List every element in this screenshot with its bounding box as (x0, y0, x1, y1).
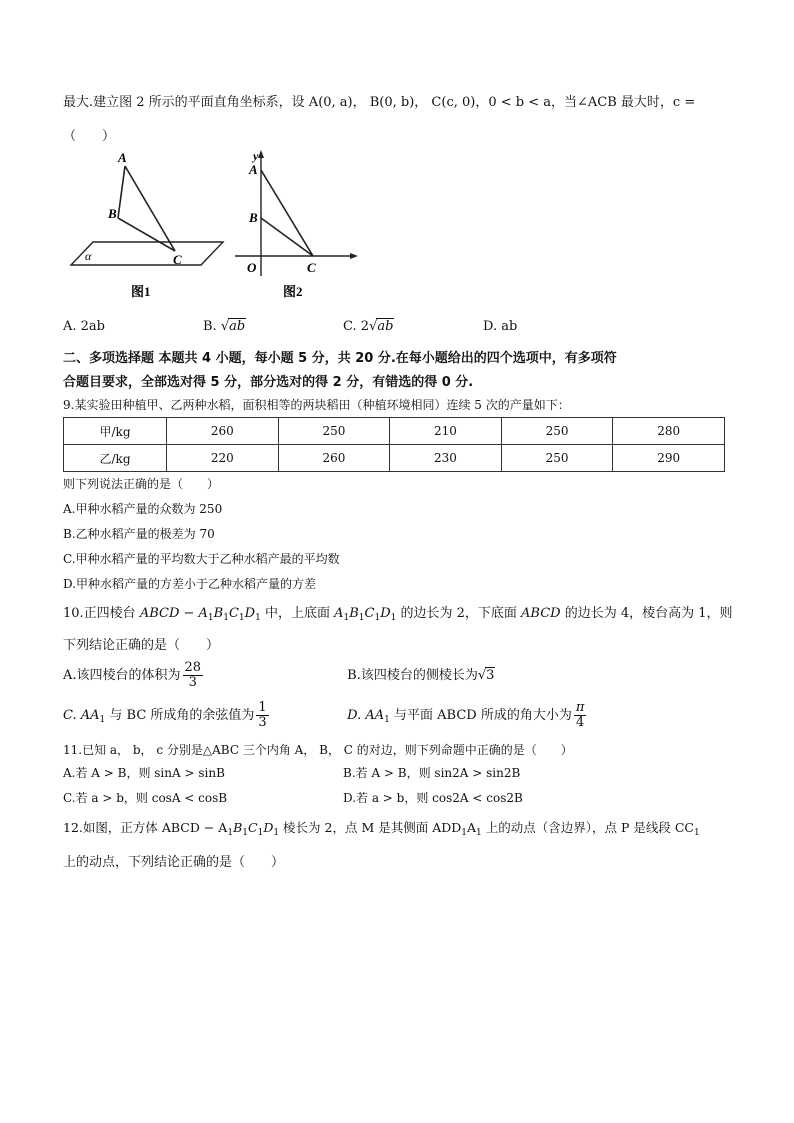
section2-heading-line1: 二、多项选择题 本题共 4 小题，每小题 5 分，共 20 分.在每小题给出的四个选项中，有多项符 (63, 351, 617, 366)
fig2-label-A: A (249, 162, 258, 177)
table-cell: 280 (613, 418, 725, 445)
table-cell: 230 (390, 445, 502, 472)
fig2-caption: 图2 (283, 284, 303, 299)
table-cell: 250 (278, 418, 390, 445)
q10-option-a: A.该四棱台的体积为 $\frac{28}{3}$ (63, 660, 202, 690)
q9-stem: 9.某实验田种植甲、乙两种水稻，面积相等的两块稻田（种植环境相同）连续 5 次的产量如下： (63, 398, 570, 412)
q8-options (63, 316, 731, 338)
q8-option-c: C. 2√ab (343, 319, 394, 334)
fig1-caption: 图1 (131, 284, 151, 299)
figure-2 (231, 148, 371, 308)
q11-options-ab (63, 761, 731, 786)
q10-option-c: C. $AA_1$ 与 BC 所成角的余弦值为 $\frac{1}{3}$ (63, 700, 267, 730)
q11-option-c: C.若 a > b，则 cosA < cosB (63, 791, 228, 805)
q10-options-cd (63, 701, 731, 737)
exam-page (63, 92, 731, 874)
table-cell: 260 (278, 445, 390, 472)
q9-option-b: B.乙种水稻产量的极差为 70 (63, 527, 215, 541)
q11-option-b: B.若 A > B，则 sin2A > sin2B (343, 766, 521, 780)
fig1-label-B: B (108, 206, 117, 221)
q10-option-d: D. $AA_1$ 与平面 ABCD 所成的角大小为 $\frac{\pi}{4}$ (347, 700, 585, 730)
q12-stem-line2: 上的动点，下列结论正确的是（ ） (63, 855, 285, 870)
section2-heading-line2: 合题目要求，全部选对得 5 分，部分选对的得 2 分，有错选的得 0 分. (63, 375, 474, 390)
table-cell: 甲/kg (64, 418, 167, 445)
fig2-label-B: B (249, 210, 258, 225)
q9-option-a: A.甲种水稻产量的众数为 250 (63, 502, 223, 516)
q8-option-d: D. ab (483, 319, 518, 334)
q10-stem-line2: 下列结论正确的是（ ） (63, 638, 220, 653)
table-cell: 250 (501, 418, 613, 445)
q9-option-d: D.甲种水稻产量的方差小于乙种水稻产量的方差 (63, 577, 317, 591)
table-row-jia (64, 418, 725, 445)
q11-stem: 11.已知 a， b， c 分别是△ABC 三个内角 A， B， C 的对边，则下列命题中正确的是（ ） (63, 743, 573, 757)
q8-option-a: A. 2ab (63, 319, 105, 334)
fig1-label-alpha: α (85, 249, 92, 263)
fig1-label-C: C (173, 252, 182, 267)
table-cell: 290 (613, 445, 725, 472)
table-cell: 乙/kg (64, 445, 167, 472)
table-cell: 250 (501, 445, 613, 472)
q10-option-b: B.该四棱台的侧棱长为√3 (347, 668, 495, 683)
q10-options-ab (63, 661, 731, 697)
q12-stem-line1: 12.如图，正方体 ABCD − $A_1B_1C_1D_1$ 棱长为 2，点 M 是其侧面 $ADD_1A_1$ 上的动点（含边界），点 P 是线段 $CC_1$ (63, 820, 700, 838)
q8-option-b: B. √ab (203, 319, 246, 334)
q9-ask: 则下列说法正确的是（ ） (63, 477, 220, 491)
q11-option-a: A.若 A > B，则 sinA > sinB (63, 766, 225, 780)
q8-answer-paren: （ ） (63, 129, 116, 144)
q9-yield-table (63, 417, 725, 472)
fig2-label-y: y (253, 149, 259, 163)
q8-figures (63, 148, 731, 310)
q11-options-cd (63, 786, 731, 811)
fig2-label-O: O (247, 260, 257, 275)
q10-stem-line1: 10.正四棱台 ABCD − $A_1B_1C_1D_1$ 中，上底面 $A_1B_1C_1D_1$ 的边长为 2，下底面 ABCD 的边长为 4，棱台高为 1，则 (63, 606, 733, 623)
q11-option-d: D.若 a > b，则 cos2A < cos2B (343, 791, 523, 805)
q8-stem: 最大.建立图 2 所示的平面直角坐标系，设 A(0, a)， B(0, b)， C(c, 0)，0 < b < a，当∠ACB 最大时，c = (63, 95, 696, 110)
table-cell: 220 (167, 445, 279, 472)
table-row-yi (64, 445, 725, 472)
q9-option-c: C.甲种水稻产量的平均数大于乙种水稻产最的平均数 (63, 552, 340, 566)
table-cell: 260 (167, 418, 279, 445)
fig1-label-A: A (118, 150, 127, 165)
figure-1 (63, 148, 233, 308)
fig2-label-C: C (307, 260, 316, 275)
table-cell: 210 (390, 418, 502, 445)
